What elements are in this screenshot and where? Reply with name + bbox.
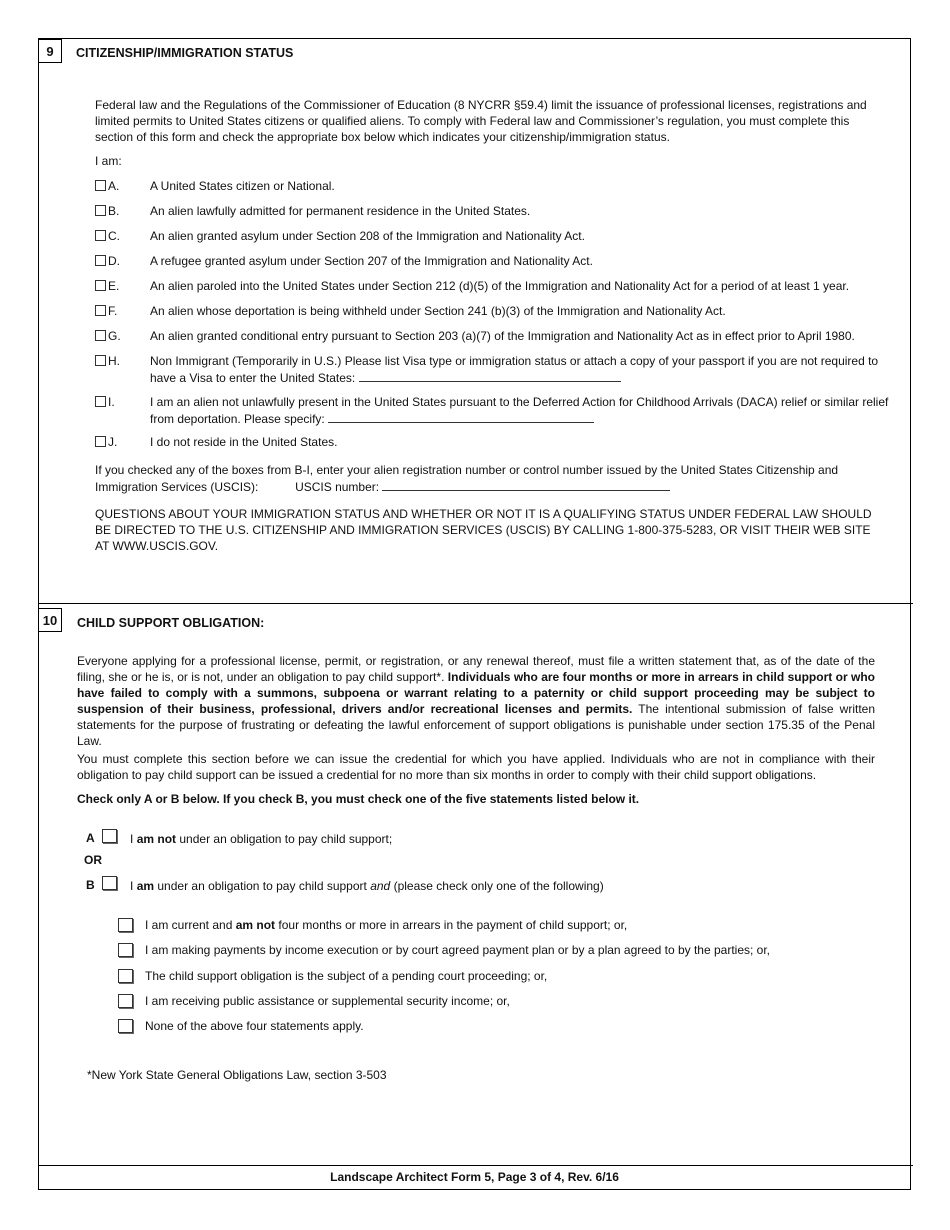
- option-a-bold: am not: [136, 832, 177, 846]
- p1-start: Everyone applying for a professional license, permit, or registration, or any renewal thereof, must file a written statement that, as of the date of the filing, she or he is, or is not, under an obligation to pay child support*.: [77, 654, 875, 684]
- option-a-text: [130, 831, 392, 847]
- section-10-number: 10: [38, 608, 62, 632]
- citizenship-intro: Federal law and the Regulations of the Commissioner of Education (8 NYCRR §59.4) limit the issuance of professional licenses, registrations and limited permits to United States citizens or qualified aliens. To comply with Federal law and Commissioner’s regulation, you must complete this section of this form and check the appropriate box below which indicates your citizenship/immigration status.: [95, 98, 867, 144]
- checkbox[interactable]: [95, 396, 106, 407]
- visa-type-input[interactable]: [359, 369, 621, 382]
- option-letter: F.: [108, 304, 118, 318]
- option-letter: E.: [108, 279, 120, 293]
- option-text: A United States citizen or National.: [150, 179, 335, 193]
- checkbox[interactable]: [95, 305, 106, 316]
- option-a-pre: I: [130, 832, 134, 846]
- daca-specify-input[interactable]: [328, 410, 594, 423]
- status-option-g[interactable]: [95, 328, 890, 344]
- status-option-f[interactable]: [95, 303, 890, 319]
- checkbox[interactable]: [95, 205, 106, 216]
- checkbox[interactable]: [118, 969, 133, 983]
- option-text: I am an alien not unlawfully present in the United States pursuant to the Deferred Action for Childhood Arrivals (DACA) relief or similar relief from deportation. Please specify:: [150, 395, 889, 426]
- uscis-questions-notice: QUESTIONS ABOUT YOUR IMMIGRATION STATUS AND WHETHER OR NOT IT IS A QUALIFYING STATUS UNDER FEDERAL LAW SHOULD BE DIRECTED TO THE U.S. CITIZENSHIP AND IMMIGRATION SERVICES (USCIS) BY CALLING 1-800-375-5283, OR VISIT THEIR WEB SITE AT WWW.USCIS.GOV.: [95, 507, 872, 553]
- option-letter: B.: [108, 204, 120, 218]
- option-a-checkbox[interactable]: [102, 829, 117, 843]
- sub-option-payments[interactable]: [118, 943, 770, 957]
- or-label: OR: [84, 853, 102, 867]
- checkbox[interactable]: [95, 230, 106, 241]
- sub1-bold: am not: [235, 918, 276, 932]
- status-option-c[interactable]: [95, 228, 890, 244]
- checkbox[interactable]: [95, 280, 106, 291]
- p1-end: The intentional submission of false written statements for the purpose of frustrating or defeating the lawful enforcement of support obligations is punishable under section 175.35 of the Penal Law.: [77, 702, 875, 748]
- check-instruction: Check only A or B below. If you check B, you must check one of the five statements listed below it.: [77, 792, 640, 806]
- option-text: I do not reside in the United States.: [150, 435, 338, 449]
- child-support-paragraph: [77, 653, 875, 749]
- sub-option-text: The child support obligation is the subject of a pending court proceeding; or,: [145, 969, 548, 983]
- option-text: An alien whose deportation is being withheld under Section 241 (b)(3) of the Immigration and Nationality Act.: [150, 304, 726, 318]
- checkbox[interactable]: [118, 918, 133, 932]
- option-b-pre: I: [130, 879, 134, 893]
- sub-option-none[interactable]: [118, 1019, 364, 1033]
- option-letter: G.: [108, 329, 121, 343]
- alien-note-text: If you checked any of the boxes from B-I, enter your alien registration number or control number issued by the United States Citizenship and Immigration Services (USCIS):: [95, 463, 839, 494]
- sub-option-text: [145, 918, 627, 932]
- section-divider: [38, 603, 913, 604]
- p1-bold-warning: Individuals who are four months or more in arrears in child support or who have failed to comply with a summons, subpoena or warrant relating to a paternity or child support proceeding may be subject to suspension of their business, professional, drivers and/or recreational licenses and permits.: [77, 670, 875, 716]
- status-option-a[interactable]: [95, 178, 890, 194]
- option-letter: H.: [108, 354, 120, 368]
- checkbox[interactable]: [118, 994, 133, 1008]
- checkbox[interactable]: [95, 180, 106, 191]
- sub1-post: four months or more in arrears in the payment of child support; or,: [278, 918, 628, 932]
- option-text: Non Immigrant (Temporarily in U.S.) Please list Visa type or immigration status or attach a copy of your passport if you are not required to have a Visa to enter the United States:: [150, 354, 879, 385]
- checkbox[interactable]: [95, 436, 106, 447]
- i-am-label: I am:: [95, 154, 122, 168]
- checkbox[interactable]: [95, 355, 106, 366]
- compliance-paragraph: You must complete this section before we can issue the credential for which you have applied. Individuals who are not in compliance with their obligation to pay child support can be issued a credential for no more than six months in order to comply with their child support obligations.: [77, 752, 875, 782]
- option-text: An alien paroled into the United States under Section 212 (d)(5) of the Immigration and Nationality Act for a period of at least 1 year.: [150, 279, 850, 293]
- checkbox[interactable]: [95, 330, 106, 341]
- uscis-number-label: USCIS number:: [295, 480, 380, 494]
- status-option-d[interactable]: [95, 253, 890, 269]
- section-9-number: 9: [38, 39, 62, 63]
- option-text: A refugee granted asylum under Section 207 of the Immigration and Nationality Act.: [150, 254, 593, 268]
- section-10-title: CHILD SUPPORT OBLIGATION:: [77, 616, 265, 630]
- option-a-letter: A: [86, 831, 95, 845]
- sub-option-public-assistance[interactable]: [118, 994, 510, 1008]
- status-option-h[interactable]: [95, 353, 890, 386]
- option-b-checkbox[interactable]: [102, 876, 117, 890]
- section-9-title: CITIZENSHIP/IMMIGRATION STATUS: [76, 46, 294, 60]
- footnote: *New York State General Obligations Law, section 3-503: [87, 1068, 387, 1082]
- uscis-number-input[interactable]: [382, 478, 670, 491]
- option-b-letter: B: [86, 878, 95, 892]
- option-b-post: (please check only one of the following): [393, 879, 604, 893]
- page-footer: Landscape Architect Form 5, Page 3 of 4, Rev. 6/16: [330, 1170, 619, 1184]
- option-b-bold: am: [136, 879, 155, 893]
- checkbox[interactable]: [118, 1019, 133, 1033]
- option-letter: A.: [108, 179, 120, 193]
- option-letter: C.: [108, 229, 120, 243]
- option-text: An alien granted asylum under Section 208 of the Immigration and Nationality Act.: [150, 229, 585, 243]
- status-option-j[interactable]: [95, 434, 890, 450]
- option-letter: J.: [108, 435, 118, 449]
- status-option-e[interactable]: [95, 278, 890, 294]
- sub-option-current[interactable]: [118, 918, 627, 932]
- sub-option-text: I am making payments by income execution or by court agreed payment plan or by a plan agreed to by the parties; or,: [145, 943, 771, 957]
- option-letter: D.: [108, 254, 120, 268]
- option-b-ital: and: [370, 879, 391, 893]
- alien-registration-note: [95, 462, 885, 495]
- sub-option-pending-court[interactable]: [118, 969, 547, 983]
- checkbox[interactable]: [118, 943, 133, 957]
- checkbox[interactable]: [95, 255, 106, 266]
- option-a-post: under an obligation to pay child support;: [179, 832, 393, 846]
- status-option-i[interactable]: [95, 394, 890, 427]
- status-option-b[interactable]: [95, 203, 890, 219]
- option-b-mid: under an obligation to pay child support: [157, 879, 367, 893]
- sub-option-text: None of the above four statements apply.: [145, 1019, 364, 1033]
- option-letter: I.: [108, 395, 115, 409]
- sub-option-text: I am receiving public assistance or supplemental security income; or,: [145, 994, 510, 1008]
- option-text: An alien lawfully admitted for permanent residence in the United States.: [150, 204, 531, 218]
- option-b-text: [130, 878, 604, 894]
- sub1-pre: I am current and: [145, 918, 233, 932]
- option-text: An alien granted conditional entry pursuant to Section 203 (a)(7) of the Immigration and Nationality Act as in effect prior to April 1980.: [150, 329, 855, 343]
